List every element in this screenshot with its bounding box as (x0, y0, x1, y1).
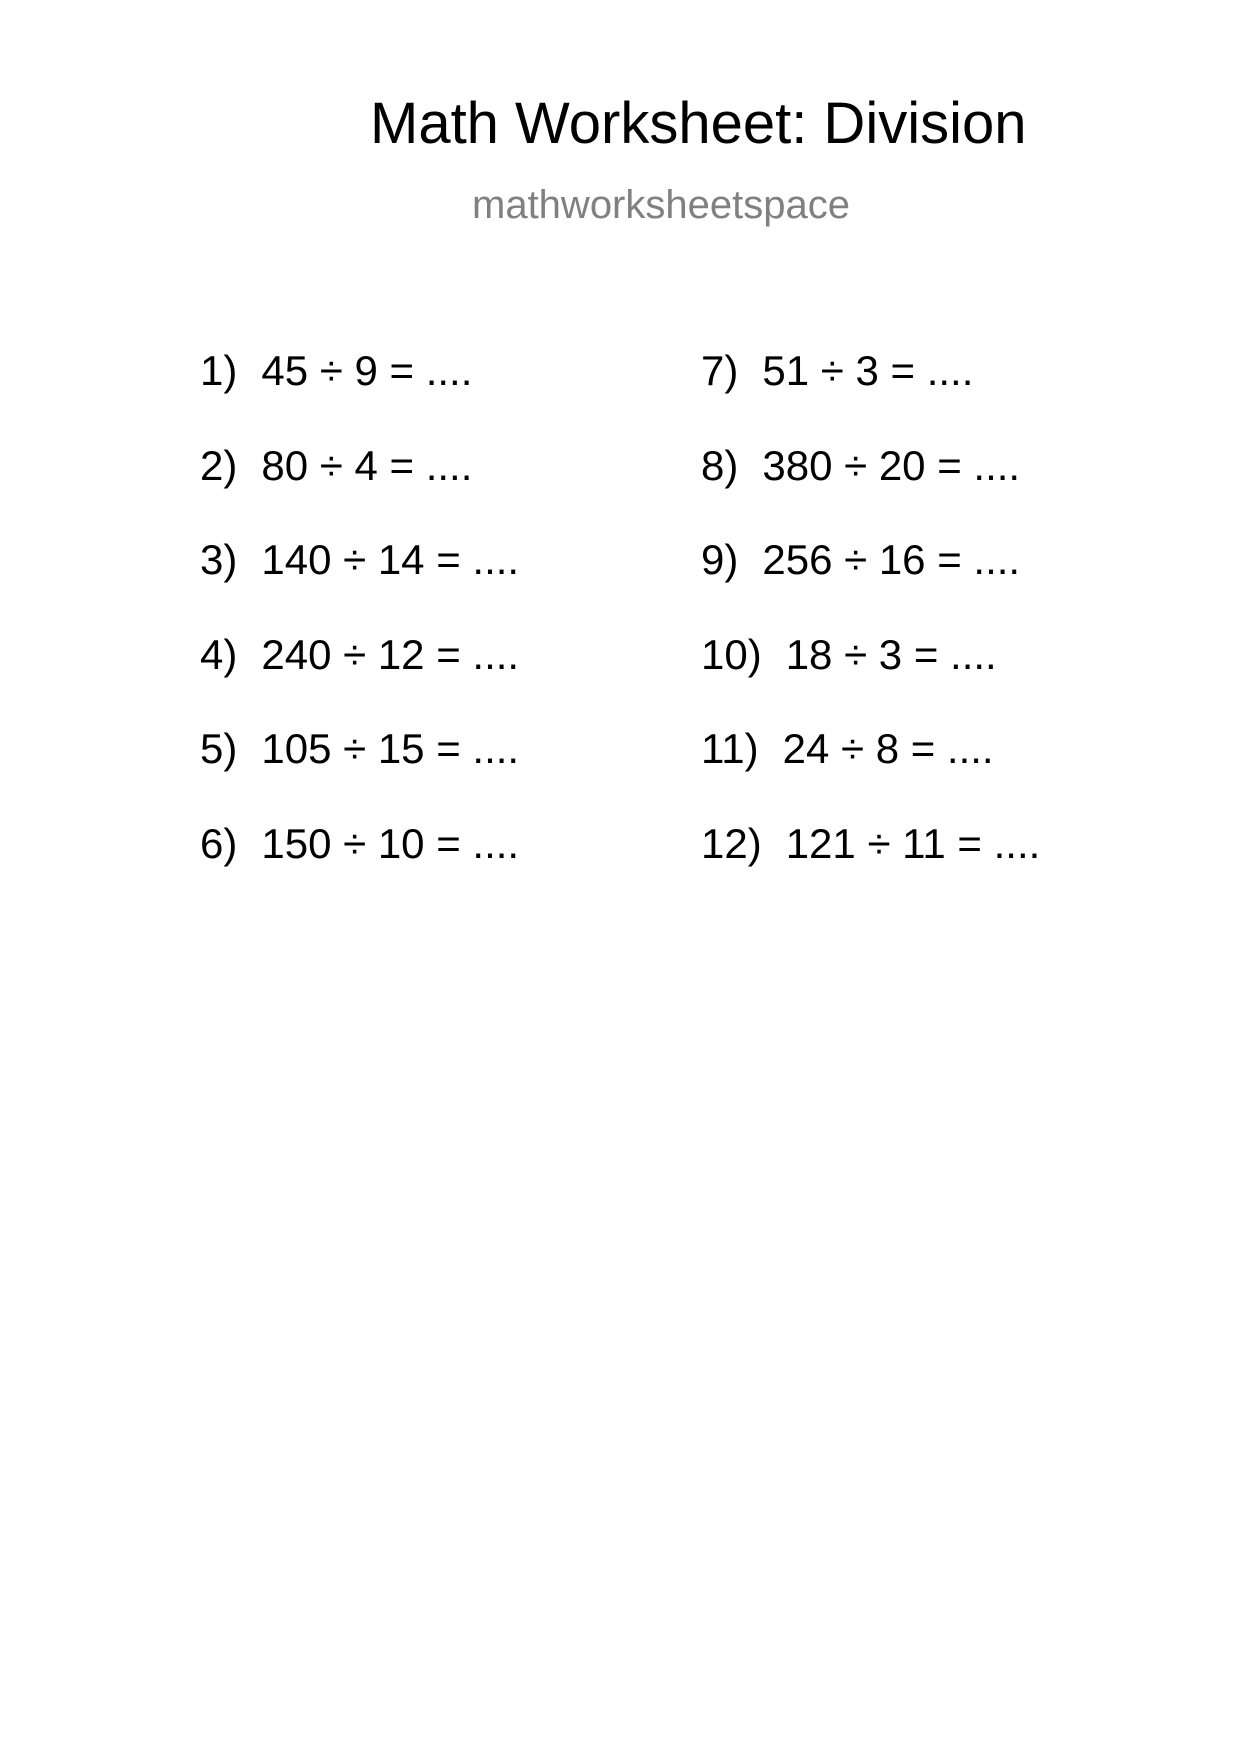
problem-8 (701, 441, 1040, 540)
problem-expression: 45 ÷ 9 = .... (261, 347, 473, 394)
problem-number: 8) (701, 441, 739, 489)
page-title: Math Worksheet: Division (370, 91, 1027, 156)
problem-expression: 240 ÷ 12 = .... (261, 630, 520, 678)
problem-10 (701, 630, 1040, 729)
problem-expression: 150 ÷ 10 = .... (261, 819, 520, 867)
problem-number: 12) (701, 819, 762, 867)
problem-9 (701, 536, 1040, 634)
problem-4 (200, 630, 520, 729)
problem-number: 11) (701, 725, 759, 772)
problem-expression: 18 ÷ 3 = .... (785, 630, 997, 678)
problem-number: 1) (200, 347, 238, 394)
problem-6 (200, 819, 520, 918)
problem-number: 4) (200, 630, 238, 678)
problem-7 (701, 347, 1040, 445)
problem-expression: 24 ÷ 8 = .... (782, 725, 994, 772)
problem-column-left (200, 347, 520, 917)
problem-2 (200, 441, 519, 540)
problem-5 (200, 725, 520, 823)
problem-expression: 121 ÷ 11 = .... (785, 819, 1041, 867)
problem-number: 7) (701, 347, 739, 394)
problem-11 (701, 725, 1040, 823)
problem-expression: 51 ÷ 3 = .... (762, 347, 974, 394)
problem-number: 2) (200, 441, 238, 489)
problem-expression: 105 ÷ 15 = .... (261, 725, 520, 772)
problem-column-right (701, 347, 1041, 917)
problem-1 (200, 347, 519, 445)
problem-number: 3) (200, 536, 238, 583)
problem-number: 6) (200, 819, 238, 867)
problem-number: 5) (200, 725, 238, 772)
page-subtitle: mathworksheetspace (472, 183, 850, 227)
problem-expression: 140 ÷ 14 = .... (261, 536, 520, 583)
problem-expression: 380 ÷ 20 = .... (762, 441, 1021, 489)
problem-expression: 256 ÷ 16 = .... (762, 536, 1021, 583)
problem-number: 9) (701, 536, 739, 583)
problem-number: 10) (701, 630, 762, 678)
problem-3 (200, 536, 520, 634)
problem-12 (701, 819, 1041, 918)
problem-expression: 80 ÷ 4 = .... (261, 441, 473, 489)
